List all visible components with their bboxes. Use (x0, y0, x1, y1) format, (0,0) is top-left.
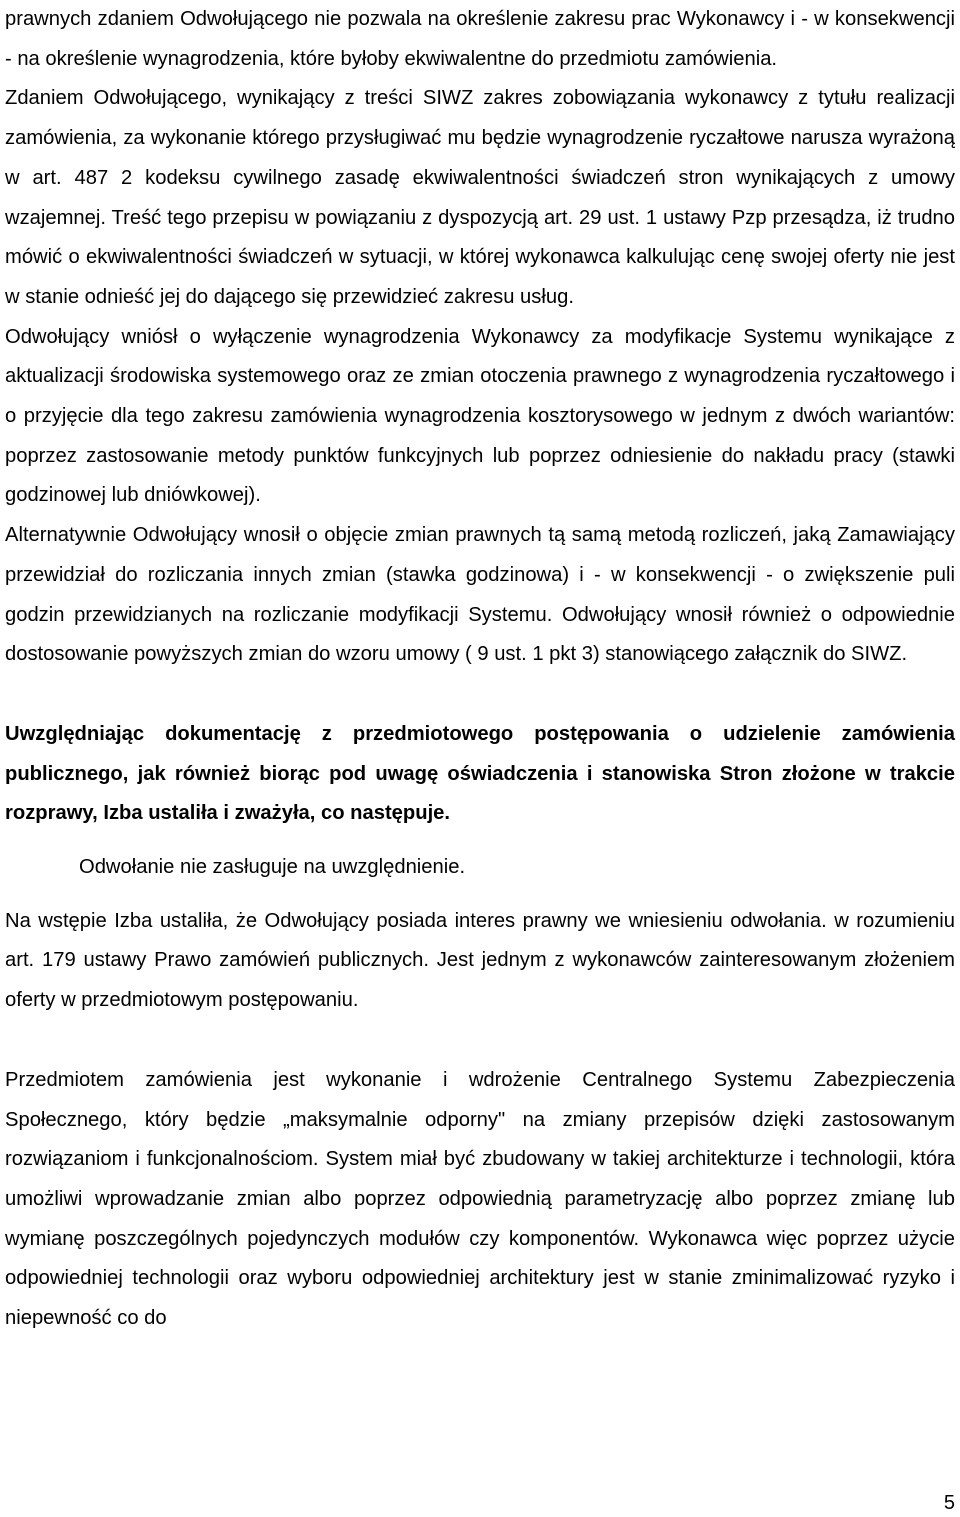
section-gap (5, 675, 955, 715)
section-gap (5, 834, 955, 848)
findings-heading: Uwzględniając dokumentację z przedmiotowego postępowania o udzielenie zamówienia publicznego, jak również biorąc pod uwagę oświadczenia i stanowiska Stron złożone w trakcie rozprawy, Izba ustaliła i zważyła, co następuje. (5, 722, 955, 825)
paragraph-contract-scope: prawnych zdaniem Odwołującego nie pozwala na określenie zakresu prac Wykonawcy i - w konsekwencji - na określenie wynagrodzenia, które byłoby ekwiwalentne do przedmiotu zamówienia. (5, 8, 955, 70)
verdict-line: Odwołanie nie zasługuje na uwzględnienie. (79, 856, 466, 879)
section-gap (5, 1021, 955, 1061)
paragraph-remuneration-request: Odwołujący wniósł o wyłączenie wynagrodzenia Wykonawcy za modyfikacje Systemu wynikające z aktualizacji środowiska systemowego oraz ze zmian otoczenia prawnego z wynagrodzenia ryczałtowego i o przyjęcie dla tego zakresu zamówienia wynagrodzenia kosztorysowego w jednym z dwóch wariantów: poprzez zastosowanie metody punktów funkcyjnych lub poprzez odniesienie do nakładu pracy (stawki godzinowej lub dniówkowej). (5, 325, 955, 507)
page-number: 5 (943, 1492, 955, 1514)
paragraph-legal-interest: Na wstępie Izba ustaliła, że Odwołujący posiada interes prawny we wniesieniu odwołania. w rozumieniu art. 179 ustawy Prawo zamówień publicznych. Jest jednym z wykonawców zainteresowanym złożeniem oferty w przedmiotowym postępowaniu. (5, 909, 955, 1012)
paragraph-procurement-subject: Przedmiotem zamówienia jest wykonanie i wdrożenie Centralnego Systemu Zabezpieczenia Społecznego, który będzie „maksymalnie odporny" na zmiany przepisów dzięki zastosowanym rozwiązaniom i funkcjonalnościom. System miał być zbudowany w takiej architekturze i technologii, która umożliwi wprowadzanie zmian albo poprzez odpowiednią parametryzację albo poprzez zmianę lub wymianę poszczególnych pojedynczych modułów czy komponentów. Wykonawca więc poprzez użycie odpowiedniej technologii oraz wyboru odpowiedniej architektury jest w stanie zminimalizować ryzyko i niepewność co do (5, 1068, 955, 1330)
document-page (5, 0, 955, 1339)
section-gap (5, 888, 955, 902)
paragraph-alternative-request: Alternatywnie Odwołujący wnosił o objęcie zmian prawnych tą samą metodą rozliczeń, jaką Zamawiający przewidział do rozliczania innych zmian (stawka godzinowa) i - w konsekwencji - o zwiększenie puli godzin przewidzianych na rozliczanie modyfikacji Systemu. Odwołujący wnosił również o odpowiednie dostosowanie powyższych zmian do wzoru umowy ( 9 ust. 1 pkt 3) stanowiącego załącznik do SIWZ. (5, 524, 955, 666)
paragraph-equivalence: Zdaniem Odwołującego, wynikający z treści SIWZ zakres zobowiązania wykonawcy z tytułu realizacji zamówienia, za wykonanie którego przysługiwać mu będzie wynagrodzenie ryczałtowe narusza wyrażoną w art. 487 2 kodeksu cywilnego zasadę ekwiwalentności świadczeń stron wynikających z umowy wzajemnej. Treść tego przepisu w powiązaniu z dyspozycją art. 29 ust. 1 ustawy Pzp przesądza, iż trudno mówić o ekwiwalentności świadczeń w sytuacji, w której wykonawca kalkulując cenę swojej oferty nie jest w stanie odnieść jej do dającego się przewidzieć zakresu usług. (5, 87, 955, 308)
